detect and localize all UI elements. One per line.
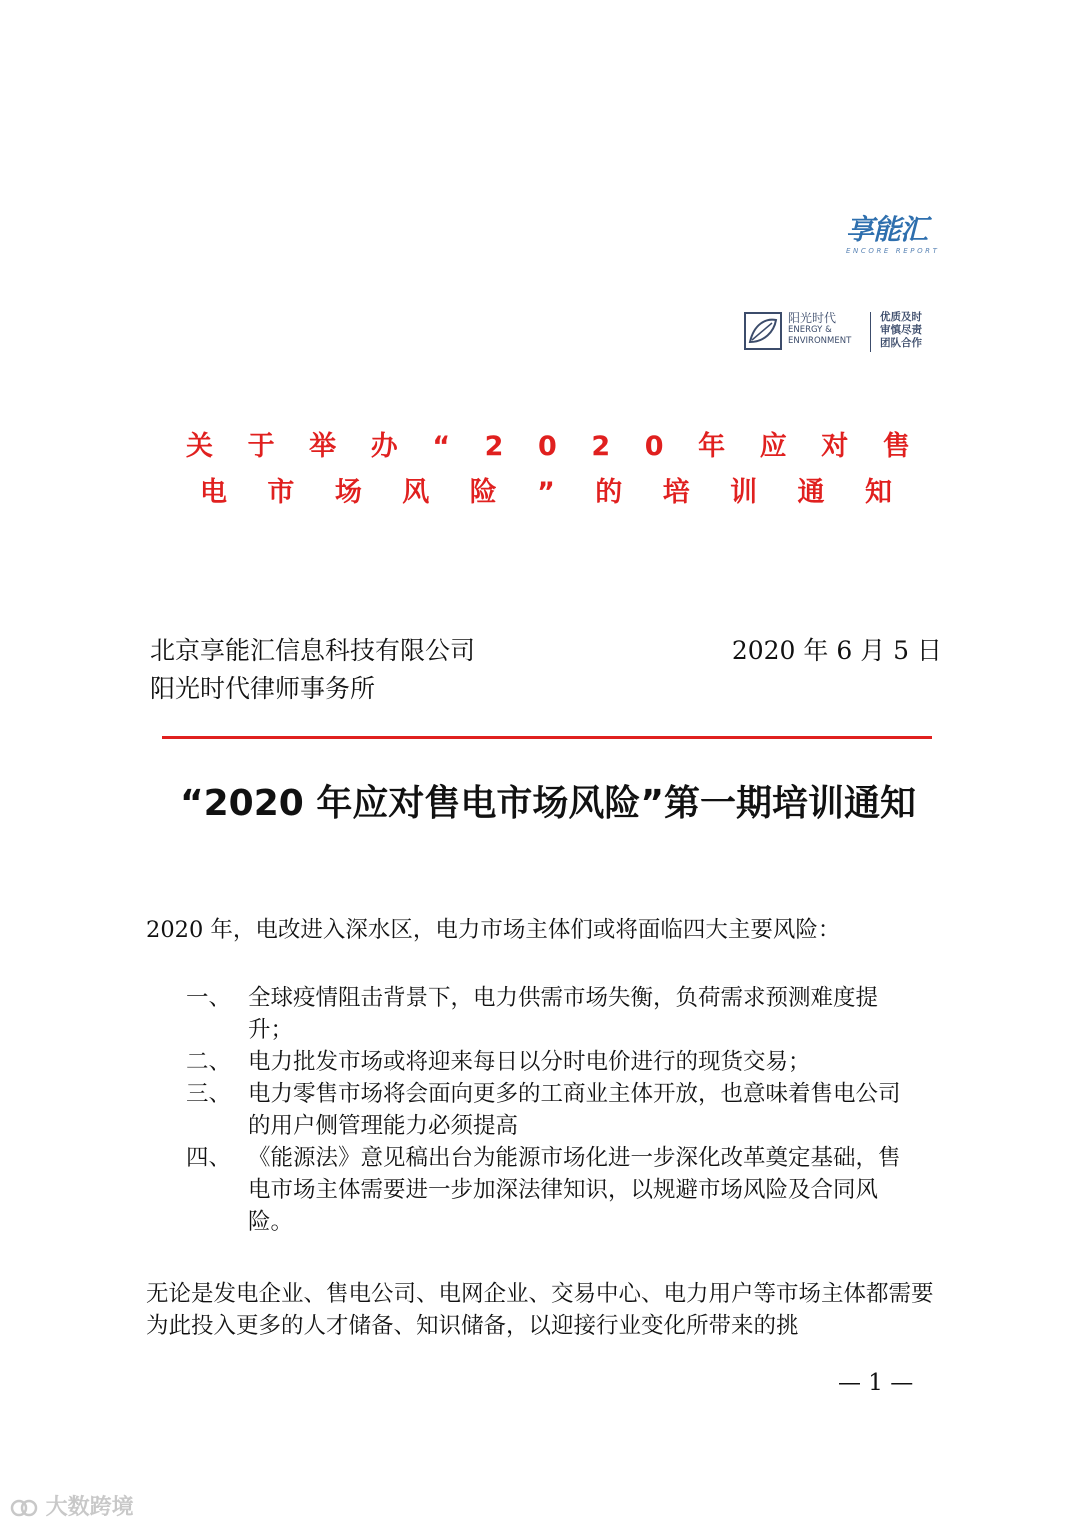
document-title: “2020 年应对售电市场风险”第一期培训通知 (179, 783, 917, 824)
intro-paragraph: 2020 年，电改进入深水区，电力市场主体们或将面临四大主要风险： (146, 917, 841, 943)
list-item-text: 《能源法》意见稿出台为能源市场化进一步深化改革奠定基础，售电市场主体需要进一步加深法律知识，以规避市场风险及合同风险。 (248, 1145, 901, 1235)
partner-slogan-3: 团队合作 (880, 337, 922, 349)
issue-date: 2020 年 6 月 5 日 (731, 636, 942, 665)
list-item-text: 电力批发市场或将迎来每日以分时电价进行的现货交易； (248, 1049, 811, 1075)
watermark-text: 大数跨境 (45, 1495, 134, 1520)
watermark-logo-icon (10, 1497, 38, 1519)
red-title-char: 2 (591, 431, 611, 462)
red-title-line-2 (186, 478, 910, 524)
red-title-char: 0 (538, 431, 557, 462)
logo-main-subtitle: ENCORE REPORT (846, 247, 940, 255)
red-title-char: 关 (186, 431, 213, 462)
list-item-text: 全球疫情阻击背景下，电力供需市场失衡，负荷需求预测难度提升； (248, 985, 879, 1043)
red-title-char: 电 (200, 477, 227, 508)
issuer-org-1: 北京享能汇信息科技有限公司 (150, 636, 476, 665)
list-item-text: 电力零售市场将会面向更多的工商业主体开放，也意味着售电公司的用户侧管理能力必须提高 (248, 1081, 901, 1139)
logo-main-text: 享能汇 (846, 213, 928, 246)
issuer-org-2: 阳光时代律师事务所 (150, 674, 376, 703)
red-title-char: ” (537, 477, 555, 508)
notice-red-title (186, 432, 910, 524)
red-title-char: 险 (469, 477, 497, 508)
list-item (186, 1142, 916, 1238)
watermark (10, 1490, 134, 1521)
red-title-char: 售 (882, 431, 910, 462)
energy-environment-logo (744, 310, 948, 354)
logo-separator (870, 312, 871, 352)
red-title-char: 对 (821, 431, 849, 462)
issuer-block (150, 632, 950, 708)
red-title-char: 风 (402, 477, 430, 508)
list-item-number: 三、 (186, 1081, 232, 1107)
list-item (186, 982, 916, 1046)
partner-slogan-1: 优质及时 (880, 311, 922, 323)
red-title-char: 培 (662, 477, 690, 508)
red-title-char: 知 (864, 477, 892, 508)
red-title-char: 举 (309, 431, 337, 462)
red-title-char: 应 (759, 431, 787, 462)
list-item (186, 1046, 916, 1078)
partner-name-en-2: ENVIRONMENT (788, 336, 852, 346)
list-item-number: 四、 (186, 1145, 232, 1171)
red-title-char: 场 (334, 477, 362, 508)
red-title-char: 年 (698, 431, 726, 462)
partner-name-en-1: ENERGY & (788, 325, 832, 335)
red-title-char: “ (432, 431, 451, 462)
partner-slogan-2: 审慎尽责 (880, 324, 922, 336)
list-item (186, 1078, 916, 1142)
red-title-char: 0 (644, 431, 664, 462)
red-title-char: 训 (730, 477, 758, 508)
red-divider (162, 736, 932, 739)
partner-name-cn: 阳光时代 (788, 311, 837, 325)
leaf-emblem-icon (744, 312, 782, 350)
red-title-char: 2 (484, 431, 504, 462)
red-title-char: 市 (267, 477, 295, 508)
list-item-number: 二、 (186, 1049, 232, 1075)
red-title-char: 办 (370, 431, 398, 462)
closing-paragraph: 无论是发电企业、售电公司、电网企业、交易中心、电力用户等市场主体都需要为此投入更多的人才储备、知识储备，以迎接行业变化所带来的挑 (146, 1281, 934, 1339)
list-item-number: 一、 (186, 985, 232, 1011)
red-title-char: 于 (247, 431, 275, 462)
red-title-char: 的 (595, 477, 623, 508)
page-number: — 1 — (838, 1370, 914, 1396)
encore-report-logo (846, 214, 946, 262)
red-title-line-1 (186, 432, 910, 478)
red-title-char: 通 (797, 477, 825, 508)
risk-list (186, 982, 916, 1238)
